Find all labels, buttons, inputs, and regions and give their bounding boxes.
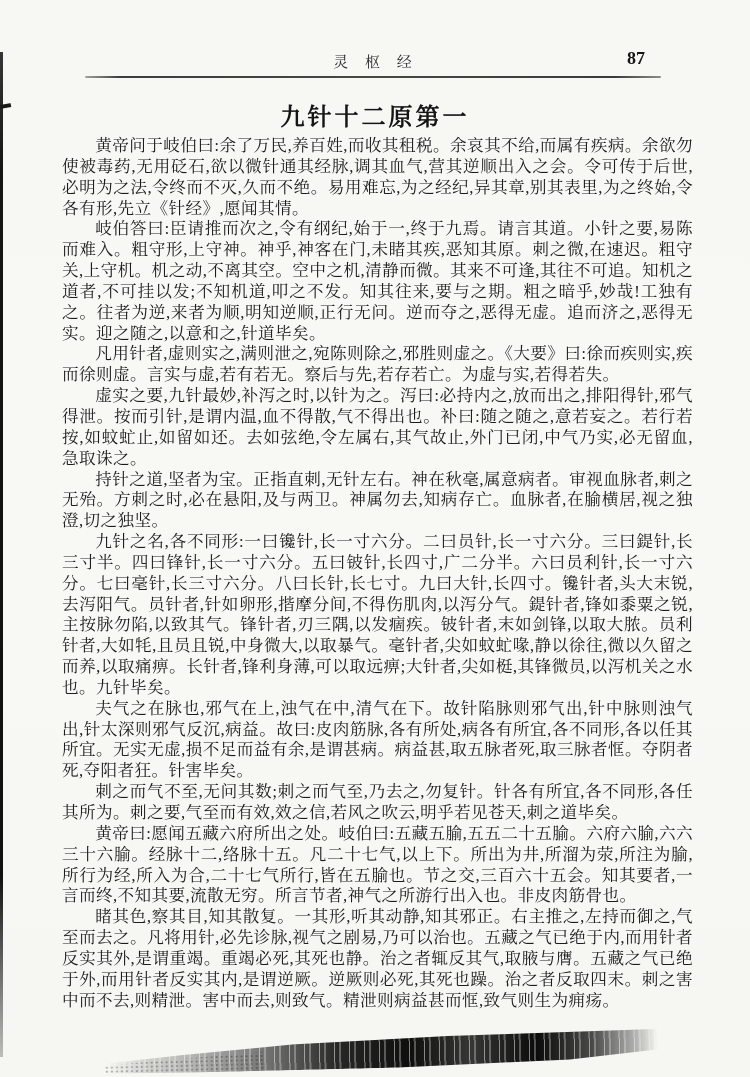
book-title: 灵 枢 经 (333, 55, 413, 71)
body-paragraph: 九针之名,各不同形:一曰镵针,长一寸六分。二曰员针,长一寸六分。三曰鍉针,长三寸半。四曰锋针,长一寸六分。五曰铍针,长四寸,广二分半。六曰员利针,长一寸六分。七曰毫针,长三寸六分。八曰长针,长七寸。九曰大针,长四寸。镵针者,头大末锐,去泻阳气。员针者,针如卵形,揩摩分间,不得伤肌肉,以泻分气。鍉针者,锋如黍粟之锐,主按脉勿陷,以致其气。锋针者,刃三隅,以发痼疾。铍针者,末如剑锋,以取大脓。员利针者,大如牦,且员且锐,中身微大,以取暴气。毫针者,尖如蚊虻喙,静以徐往,微以久留之而养,以取痛痹。长针者,锋利身薄,可以取远痹;大针者,尖如梃,其锋微员,以泻机关之水也。九针毕矣。 (62, 532, 693, 697)
running-header (85, 48, 661, 72)
body-paragraph: 睹其色,察其目,知其散复。一其形,听其动静,知其邪正。右主推之,左持而御之,气至而去之。凡将用针,必先诊脉,视气之剧易,乃可以治也。五藏之气已绝于内,而用针者反实其外,是谓重竭。重竭必死,其死也静。治之者辄反其气,取腋与膺。五藏之气已绝于外,而用针者反实其内,是谓逆厥。逆厥则必死,其死也躁。治之者反取四末。刺之害中而不去,则精泄。害中而去,则致气。精泄则病益甚而恇,致气则生为痈疡。 (62, 907, 693, 1010)
body-paragraph: 持针之道,坚者为宝。正指直刺,无针左右。神在秋毫,属意病者。审视血脉者,刺之无殆。方刺之时,必在悬阳,及与两卫。神属勿去,知病存亡。血脉者,在腧横居,视之独澄,切之独坚。 (62, 469, 693, 531)
body-paragraph: 凡用针者,虚则实之,满则泄之,宛陈则除之,邪胜则虚之。《大要》曰:徐而疾则实,疾而徐则虚。言实与虚,若有若无。察后与先,若存若亡。为虚与实,若得若失。 (62, 344, 693, 385)
body-paragraph: 岐伯答曰:臣请推而次之,令有纲纪,始于一,终于九焉。请言其道。小针之要,易陈而难入。粗守形,上守神。神乎,神客在门,未睹其疾,恶知其原。刺之微,在速迟。粗守关,上守机。机之动,不离其空。空中之机,清静而微。其来不可逢,其往不可追。知机之道者,不可挂以发;不知机道,叩之不发。知其往来,要与之期。粗之暗乎,妙哉!工独有之。往者为逆,来者为顺,明知逆顺,正行无问。逆而夺之,恶得无虚。追而济之,恶得无实。迎之随之,以意和之,针道毕矣。 (62, 219, 693, 343)
body-text (62, 136, 693, 1011)
body-paragraph: 虚实之要,九针最妙,补泻之时,以针为之。泻曰:必持内之,放而出之,排阳得针,邪气得泄。按而引针,是谓内温,血不得散,气不得出也。补曰:随之随之,意若妄之。若行若按,如蚊虻止,如留如还。去如弦绝,令左属右,其气故止,外门已闭,中气乃实,必无留血,急取诛之。 (62, 386, 693, 468)
scan-smudge-artifact (106, 1028, 659, 1074)
body-paragraph: 刺之而气不至,无问其数;刺之而气至,乃去之,勿复针。针各有所宜,各不同形,各任其所为。刺之要,气至而有效,效之信,若风之吹云,明乎若见苍天,刺之道毕矣。 (62, 782, 693, 822)
page-number: 87 (627, 48, 645, 68)
header-rule (85, 76, 661, 78)
smudge-streaks (106, 1028, 659, 1074)
body-paragraph: 黄帝曰:愿闻五藏六府所出之处。岐伯曰:五藏五腧,五五二十五腧。六府六腧,六六三十六腧。经脉十二,络脉十五。凡二十七气,以上下。所出为井,所溜为荥,所注为腧,所行为经,所入为合,二十七气所行,皆在五腧也。节之交,三百六十五会。知其要者,一言而终,不知其要,流散无穷。所言节者,神气之所游行出入也。非皮肉筋骨也。 (62, 823, 693, 906)
body-paragraph: 夫气之在脉也,邪气在上,浊气在中,清气在下。故针陷脉则邪气出,针中脉则浊气出,针太深则邪气反沉,病益。故曰:皮肉筋脉,各有所处,病各有所宜,各不同形,各以任其所宜。无实无虚,损不足而益有余,是谓甚病。病益甚,取五脉者死,取三脉者恇。夺阴者死,夺阳者狂。针害毕矣。 (62, 698, 693, 781)
chapter-title: 九针十二原第一 (280, 105, 470, 131)
scan-edge-artifact (0, 52, 3, 1057)
body-paragraph: 黄帝问于岐伯曰:余了万民,养百姓,而收其租税。余哀其不给,而属有疾病。余欲勿使被毒药,无用砭石,欲以微针通其经脉,调其血气,营其逆顺出入之会。令可传于后世,必明为之法,令终而不灭,久而不绝。易用难忘,为之经纪,异其章,别其表里,为之终始,令各有形,先立《针经》,愿闻其情。 (62, 136, 693, 218)
